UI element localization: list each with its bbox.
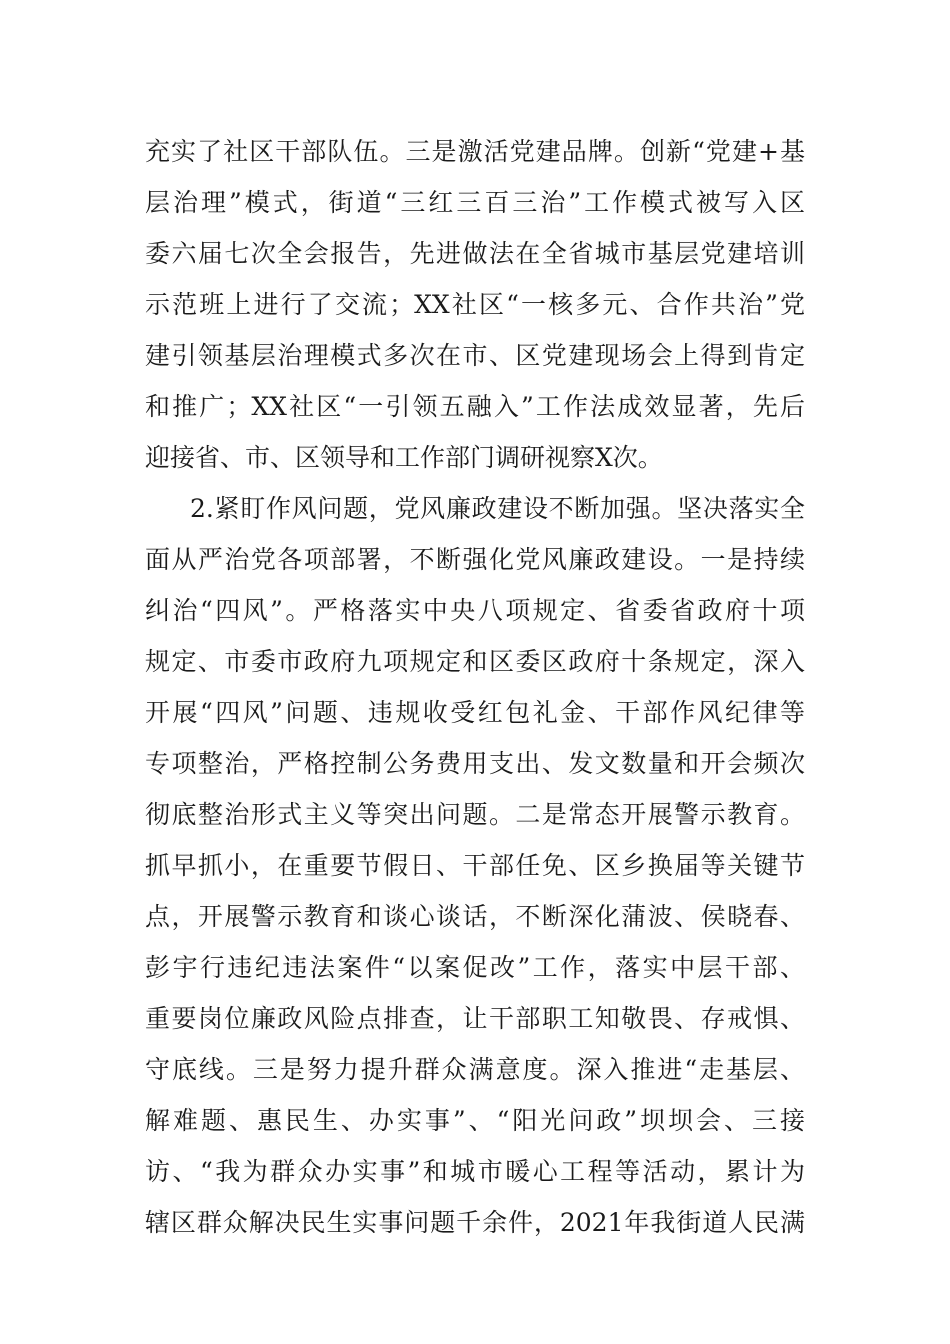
paragraph-2 [145, 483, 805, 1248]
text-line: 纠治“四风”。严格落实中央八项规定、省委省政府十项 [145, 596, 805, 625]
text-line: 点，开展警示教育和谈心谈话，不断深化蒲波、侯晓春、 [145, 902, 805, 931]
text-line: 和推广；XX社区“一引领五融入”工作法成效显著，先后 [145, 392, 805, 421]
text-line: 层治理”模式，街道“三红三百三治”工作模式被写入区 [145, 188, 805, 217]
text-line: 迎接省、市、区领导和工作部门调研视察X次。 [145, 443, 663, 472]
text-line: 充实了社区干部队伍。三是激活党建品牌。创新“党建+基 [145, 137, 805, 166]
text-line: 委六届七次全会报告，先进做法在全省城市基层党建培训 [145, 239, 805, 268]
text-line: 访、“我为群众办实事”和城市暖心工程等活动，累计为 [145, 1157, 805, 1186]
text-line: 解难题、惠民生、办实事”、“阳光问政”坝坝会、三接 [145, 1106, 805, 1135]
text-line: 守底线。三是努力提升群众满意度。深入推进“走基层、 [145, 1055, 805, 1084]
text-line: 建引领基层治理模式多次在市、区党建现场会上得到肯定 [145, 341, 805, 370]
text-line: 重要岗位廉政风险点排查，让干部职工知敬畏、存戒惧、 [145, 1004, 805, 1033]
document-body [145, 126, 805, 1248]
text-line: 彭宇行违纪违法案件“以案促改”工作，落实中层干部、 [145, 953, 805, 982]
text-line: 规定、市委市政府九项规定和区委区政府十条规定，深入 [145, 647, 805, 676]
text-line: 专项整治，严格控制公务费用支出、发文数量和开会频次 [145, 749, 805, 778]
text-line: 辖区群众解决民生实事问题千余件，2021年我街道人民满 [145, 1208, 805, 1237]
text-line: 抓早抓小，在重要节假日、干部任免、区乡换届等关键节 [145, 851, 805, 880]
paragraph-1 [145, 126, 805, 483]
text-line: 2.紧盯作风问题，党风廉政建设不断加强。坚决落实全 [190, 494, 805, 523]
text-line: 开展“四风”问题、违规收受红包礼金、干部作风纪律等 [145, 698, 805, 727]
text-line: 示范班上进行了交流；XX社区“一核多元、合作共治”党 [145, 290, 805, 319]
text-line: 面从严治党各项部署，不断强化党风廉政建设。一是持续 [145, 545, 805, 574]
text-line: 彻底整治形式主义等突出问题。二是常态开展警示教育。 [145, 800, 805, 829]
